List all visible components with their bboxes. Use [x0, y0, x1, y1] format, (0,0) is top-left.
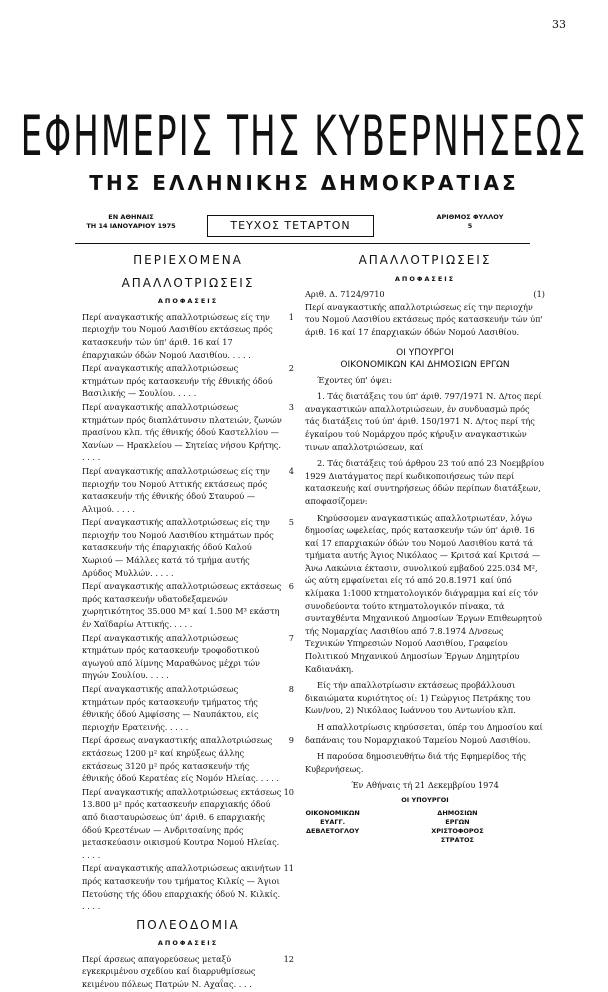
contents-item-text: Περί αναγκαστικής απαλλοτριώσεως κτημάτων πρός διαπλάτυνσιν πλατειών, ζωνών πρασίνου κλπ. τής έθνικής όδού Καστελλίου — Χανίων — Ηρακλείου — Σητείας νήσου Κρήτης. . . . . [82, 401, 282, 463]
contents-item-text: Περί αναγκαστικής απαλλοτριώσεως εκτάσεως πρός κατασκευήν υδατοδεξαμενών χωρητικότητος 35.000 Μ³ καί 1.500 Μ³ εκάστη έν Χαϊδαρίω Αττικής. . . . . [82, 581, 282, 630]
signature-finance-name: ΕΥΑΓΓ. ΔΕΒΛΕΤΟΓΛΟΥ [306, 817, 360, 835]
contents-item [82, 632, 294, 682]
decision-reference [305, 288, 545, 301]
contents-item-number: 1 [288, 311, 294, 322]
signature-works-role: ΔΗΜΟΣΙΩΝ ΕΡΓΩΝ [437, 808, 478, 826]
contents-section-urban-planning: ΠΟΛΕΟΔΟΜΙΑ [136, 917, 240, 932]
contents-item-text: Περί αναγκαστικής απαλλοτριώσεως είς την περιοχήν του Νομού Λασιθίου κτημάτων πρός κατασκευήν τής έπαρχιακής όδού Καλού Χωριού — Μάλλες κατά τό τμήμα αυτής Δρύδος Μυλλών. . . . . [82, 517, 274, 578]
sheet-number: 5 [467, 222, 473, 230]
contents-item [82, 311, 294, 361]
page-number: 33 [552, 18, 566, 31]
contents-item [82, 362, 294, 400]
issue-date: ΤΗ 14 ΙΑΝΟΥΑΡΙΟΥ 1975 [86, 222, 176, 230]
contents-section-expropriations: ΑΠΑΛΛΟΤΡΙΩΣΕΙΣ [121, 275, 255, 290]
signing-date: Έν Αθήναις τή 21 Δεκεμβρίου 1974 [351, 780, 499, 791]
reference-number: Αριθ. Δ. 7124/9710 [305, 289, 385, 300]
contents-item-text: Περί αναγκαστικής απαλλοτριώσεως είς την περιοχήν του Νομού Λασιθίου εκτάσεως πρός κατασκευήν τών ύπ' άριθ. 16 καί 17 έπαρχιακών όδών Νομού Λασιθίου. . . . . [82, 311, 273, 360]
contents-item [82, 465, 294, 515]
contents-item [82, 516, 294, 579]
ministers-line-1: ΟΙ ΥΠΟΥΡΓΟΙ [396, 347, 454, 358]
contents-item [82, 953, 294, 991]
decision-heading: ΑΠΑΛΛΟΤΡΙΩΣΕΙΣ [358, 253, 492, 267]
contents-item-number: 4 [288, 465, 294, 476]
contents-list [82, 311, 294, 913]
contents-item [82, 786, 294, 862]
signature-finance-role: ΟΙΚΟΝΟΜΙΚΩΝ [305, 808, 360, 817]
gazette-subtitle: ΤΗΣ ΕΛΛΗΝΙΚΗΣ ΔΗΜΟΚΡΑΤΙΑΣ [89, 171, 519, 195]
decision-column [305, 250, 545, 845]
signature-works [430, 809, 545, 845]
contents-list-2 [82, 953, 294, 991]
contents-item [82, 734, 294, 784]
signing-label: ΟΙ ΥΠΟΥΡΓΟΙ [401, 795, 449, 804]
paragraph-2: 2. Τάς διατάξεις τού άρθρου 23 τού από 23 Νοεμβρίου 1929 Διατάγματος περί κωδικοποιήσεως τών περί κατασκευής καί συντηρήσεως όδών περίπων διατάξεων, αποφασίζομεν: [305, 458, 544, 506]
contents-column [82, 250, 294, 992]
signature-finance [305, 809, 420, 845]
contents-item-text: Περί αναγκαστικής απαλλοτριώσεως εκτάσεως 13.800 μ² πρός κατασκευήν επαρχιακής όδού από διασταυρώσεως ύπ' άριθ. 6 επαρχιακής όδού Κρεστένων — Ανδριτσαίνης πρός μετασκεύασιν οικισμού Κουτρα Νομού Ηλείας. . . . . [82, 786, 282, 860]
contents-item-number: 9 [288, 735, 294, 746]
contents-item [82, 580, 294, 630]
decision-intro: Περί αναγκαστικής απαλλοτριώσεως είς την περιοχήν του Νομού Λασιθίου εκτάσεως πρός κατασκευήν τών ύπ' άριθ. 16 καί 17 έπαρχιακών όδών Νομού Λασιθίου. [305, 301, 543, 337]
contents-item-text: Περί άρσεως αναγκαστικής απαλλοτριώσεως εκτάσεως 1200 μ² καί κηρύξεως άλλης εκτάσεως 3120 μ² πρός κατασκευήν τής έθνικής όδού Κερατέας είς Νομόν Ηλείας. . . . . [82, 735, 280, 784]
gazette-title: ΕΦΗΜΕΡΙΣ ΤΗΣ ΚΥΒΕΡΝΗΣΕΩΣ [20, 104, 588, 168]
contents-item-text: Περί αναγκαστικής απαλλοτριώσεως κτημάτων πρός κατασκευήν τής έθνικής όδού Βασιλικής — Σουλίου. . . . . [82, 363, 273, 399]
issue-place: ΕΝ ΑΘΗΝΑΙΣ [108, 213, 154, 221]
paragraph-3: Κηρύσσομεν αναγκαστικώς απαλλοτριωτέαν, λόγω δημοσίας ωφελείας, πρός κατασκευήν τών ύπ' άριθ. 16 καί 17 επαρχιακών όδών του Νομού Λασιθίου κατά τά τμήματα αυτής Άγιος Νικόλαος — Κριτσά καί Κριτσά — Άνω Λακώνια έκτασιν, συνολικού εμβαδού 225.034 Μ², ώς αύτη εμφαίνεται είς τό από 20.8.1971 καί ύπό κλίμακα 1:1000 κτηματολογικόν διάγραμμα καί είς τόν συνοδεύοντα τούτο κτηματολογικόν πίνακα, τά συνταχθέντα Μηχανικού Δημοσίων Έργων Επιθεωρητού τής Νομαρχίας Λασιθίου από 7.8.1974 Δ/νσεως Τεχνικών Υπηρεσιών Νομού Λασιθίου, Γραφείου Πολιτικού Μηχανικού Δημοσίων Έργων Δημητρίου Καδιανάκη. [305, 512, 542, 674]
contents-item-text: Περί αναγκαστικής απαλλοτριώσεως κτημάτων πρός κατασκευήν τροφοδοτικού αγωγού από λίμνης Μαραθώνος μέχρι τών πηγών Σουλίου. . . . . [82, 632, 261, 681]
contents-item-number: 6 [288, 581, 294, 592]
contents-item-number: 8 [288, 684, 294, 694]
paragraph-5: Η απαλλοτρίωσις κηρύσσεται, ύπέρ του Δημοσίου καί δαπάναις του Νομαρχιακού Ταμείου Νομού Λασιθίου. [305, 722, 543, 745]
contents-section2-decisions: ΑΠΟΦΑΣΕΙΣ [157, 939, 219, 948]
contents-heading: ΠΕΡΙΕΧΟΜΕΝΑ [133, 253, 243, 267]
contents-item-text: Περί αναγκαστικής απαλλοτριώσεως κτημάτων πρός κατασκευήν τμήματος τής έθνικής όδού Αμφίσσης — Ναυπάκτου, είς περιοχήν Ερατεινής. . . . . [82, 684, 259, 732]
paragraph-1: 1. Τάς διατάξεις του ύπ' άριθ. 797/1971 Ν. Δ/τος περί αναγκαστικών απαλλοτριώσεων, έν συνδυασμώ πρός τάς διατάξεις τού ύπ' άριθ. 150/1971 Ν. Δ/τος περί τής έγκαίρου τού Νομάρχου πρός κήρυξιν αναγκαστικών τινων απαλλοτριώσεων, καί [305, 391, 542, 452]
contents-item-number: 2 [288, 363, 294, 374]
sheet-label: ΑΡΙΘΜΟΣ ΦΥΛΛΟΥ [436, 213, 504, 221]
contents-item-number: 12 [283, 953, 294, 964]
paragraph-4: Είς τήν απαλλοτρίωσιν εκτάσεως προβάλλουσι δικαιώματα κυριότητος οί: 1) Γεώργιος Πετράκης του Κων/νου, 2) Νικόλαος Ιωάννου του Αντωνίου κλπ. [305, 680, 531, 716]
contents-item-number: 5 [288, 517, 294, 528]
contents-item [82, 862, 294, 912]
contents-item-text: Περί άρσεως απαγορεύσεως μεταξύ εγκεκριμένου σχεδίου καί διαρρυθμίσεως κειμένου πόλεως Πατρών Ν. Αχαΐας. . . . [82, 953, 256, 990]
contents-item [82, 401, 294, 464]
contents-item-text: Περί αναγκαστικής απαλλοτριώσεως είς την περιοχήν του Νομού Αττικής εκτάσεως πρός κατασκευήν τής έθνικής όδού Σταυρού — Αλιμού. . . . . [82, 465, 270, 514]
ministers-heading [305, 347, 545, 371]
contents-item-number: 7 [288, 632, 294, 643]
ministers-line-2: ΟΙΚΟΝΟΜΙΚΩΝ ΚΑΙ ΔΗΜΟΣΙΩΝ ΕΡΓΩΝ [340, 359, 510, 370]
having-regard: Έχοντες ύπ' όψει: [317, 374, 392, 385]
contents-item-number: 3 [288, 401, 294, 412]
issue-type-box: ΤΕΥΧΟΣ ΤΕΤΑΡΤΟΝ [207, 215, 374, 237]
contents-item-number: 11 [283, 863, 294, 874]
reference-index: (1) [533, 289, 545, 300]
contents-item-number: 10 [283, 786, 294, 797]
signatures [305, 809, 545, 845]
paragraph-6: Η παρούσα δημοσιευθήτω διά τής Εφημερίδος τής Κυβερνήσεως. [305, 751, 527, 774]
contents-item-text: Περί αναγκαστικής απαλλοτριώσεως ακινήτων πρός κατασκευήν του τμήματος Κιλκίς — Άγιοι Πετούσης τής όδου επαρχιακής όδού Ν. Κιλκίς. . . . . [82, 863, 281, 912]
signature-works-name: ΧΡΙΣΤΟΦΟΡΟΣ ΣΤΡΑΤΟΣ [431, 826, 484, 844]
decision-subheading: ΑΠΟΦΑΣΕΙΣ [394, 274, 456, 283]
header-rule [75, 243, 530, 244]
contents-section-decisions: ΑΠΟΦΑΣΕΙΣ [157, 297, 219, 306]
contents-item [82, 683, 294, 733]
